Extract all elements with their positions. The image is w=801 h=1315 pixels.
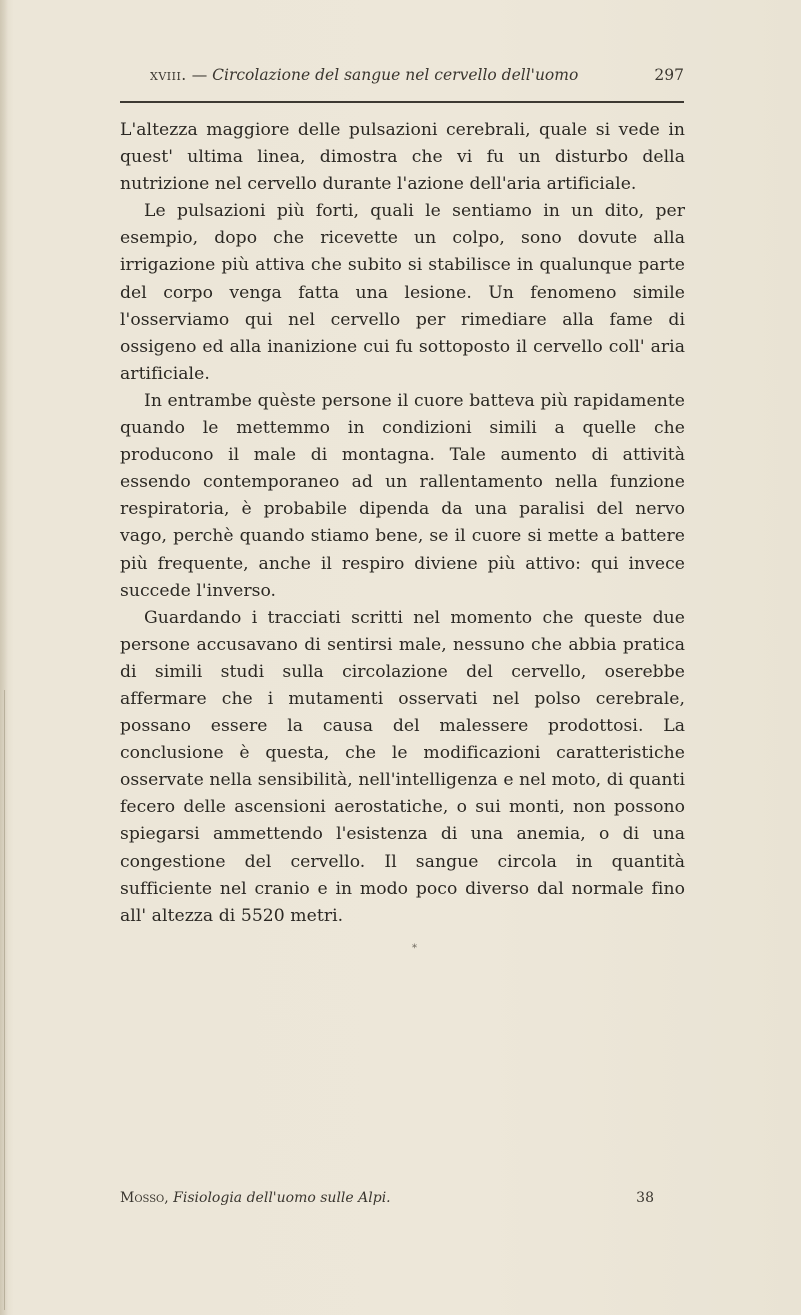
- paragraph: Guardando i tracciati scritti nel momento che queste due persone accusavano di sentirsi male, nessuno che abbia pratica di simili studi sulla circolazione del cervello, oserebbe affermare che i mutamenti osservati nel polso cerebrale, possano essere la causa del malessere prodottosi. La conclusione è questa, che le modificazioni caratteristiche osservate nella sensibilità, nell'intelligenza e nel moto, di quanti fecero delle ascensioni aerostatiche, o sui monti, non possono spiegarsi ammettendo l'esistenza di una anemia, o di una congestione del cervello. Il sangue circola in quantità sufficiente nel cranio e in modo poco diverso dal normale fino all' altezza di 5520 metri.: [120, 607, 685, 926]
- page-number: 297: [654, 66, 684, 84]
- paragraph: Le pulsazioni più forti, quali le sentiamo in un dito, per esempio, dopo che ricevette un colpo, sono dovute alla irrigazione più attiva che subito si stabilisce in qualunque parte del corpo venga fatta una lesione. Un fenomeno simile l'osserviamo qui nel cervello per rimediare alla fame di ossigeno ed alla inanizione cui fu sottoposto il cervello coll' aria artificiale.: [120, 201, 685, 384]
- running-head-dash: —: [191, 66, 208, 84]
- running-head-left: [150, 66, 578, 84]
- footer-work: Fisiologia dell'uomo sulle Alpi.: [173, 1190, 391, 1206]
- footer-signature: 38: [636, 1190, 654, 1206]
- footer: [120, 1190, 654, 1206]
- stray-mark: *: [412, 943, 417, 954]
- footer-author: Mosso,: [120, 1190, 169, 1206]
- paragraph: In entrambe quèste persone il cuore batteva più rapidamente quando le mettemmo in condizioni simili a quelle che producono il male di montagna. Tale aumento di attività essendo contemporaneo ad un rallentamento nella funzione respiratoria, è probabile dipenda da una paralisi del nervo vago, perchè quando stiamo bene, se il cuore si mette a battere più frequente, anche il respiro diviene più attivo: qui invece succede l'inverso.: [120, 390, 685, 601]
- running-head-title: Circolazione del sangue nel cervello dell'uomo: [212, 66, 579, 84]
- body-text: [120, 117, 685, 930]
- running-head: [150, 66, 684, 88]
- header-rule: [120, 101, 684, 103]
- paragraph: L'altezza maggiore delle pulsazioni cerebrali, quale si vede in quest' ultima linea, dimostra che vi fu un disturbo della nutrizione nel cervello durante l'azione dell'aria artificiale.: [120, 120, 685, 195]
- running-head-section: xviii.: [150, 66, 187, 84]
- page-edge-line: [4, 690, 5, 1310]
